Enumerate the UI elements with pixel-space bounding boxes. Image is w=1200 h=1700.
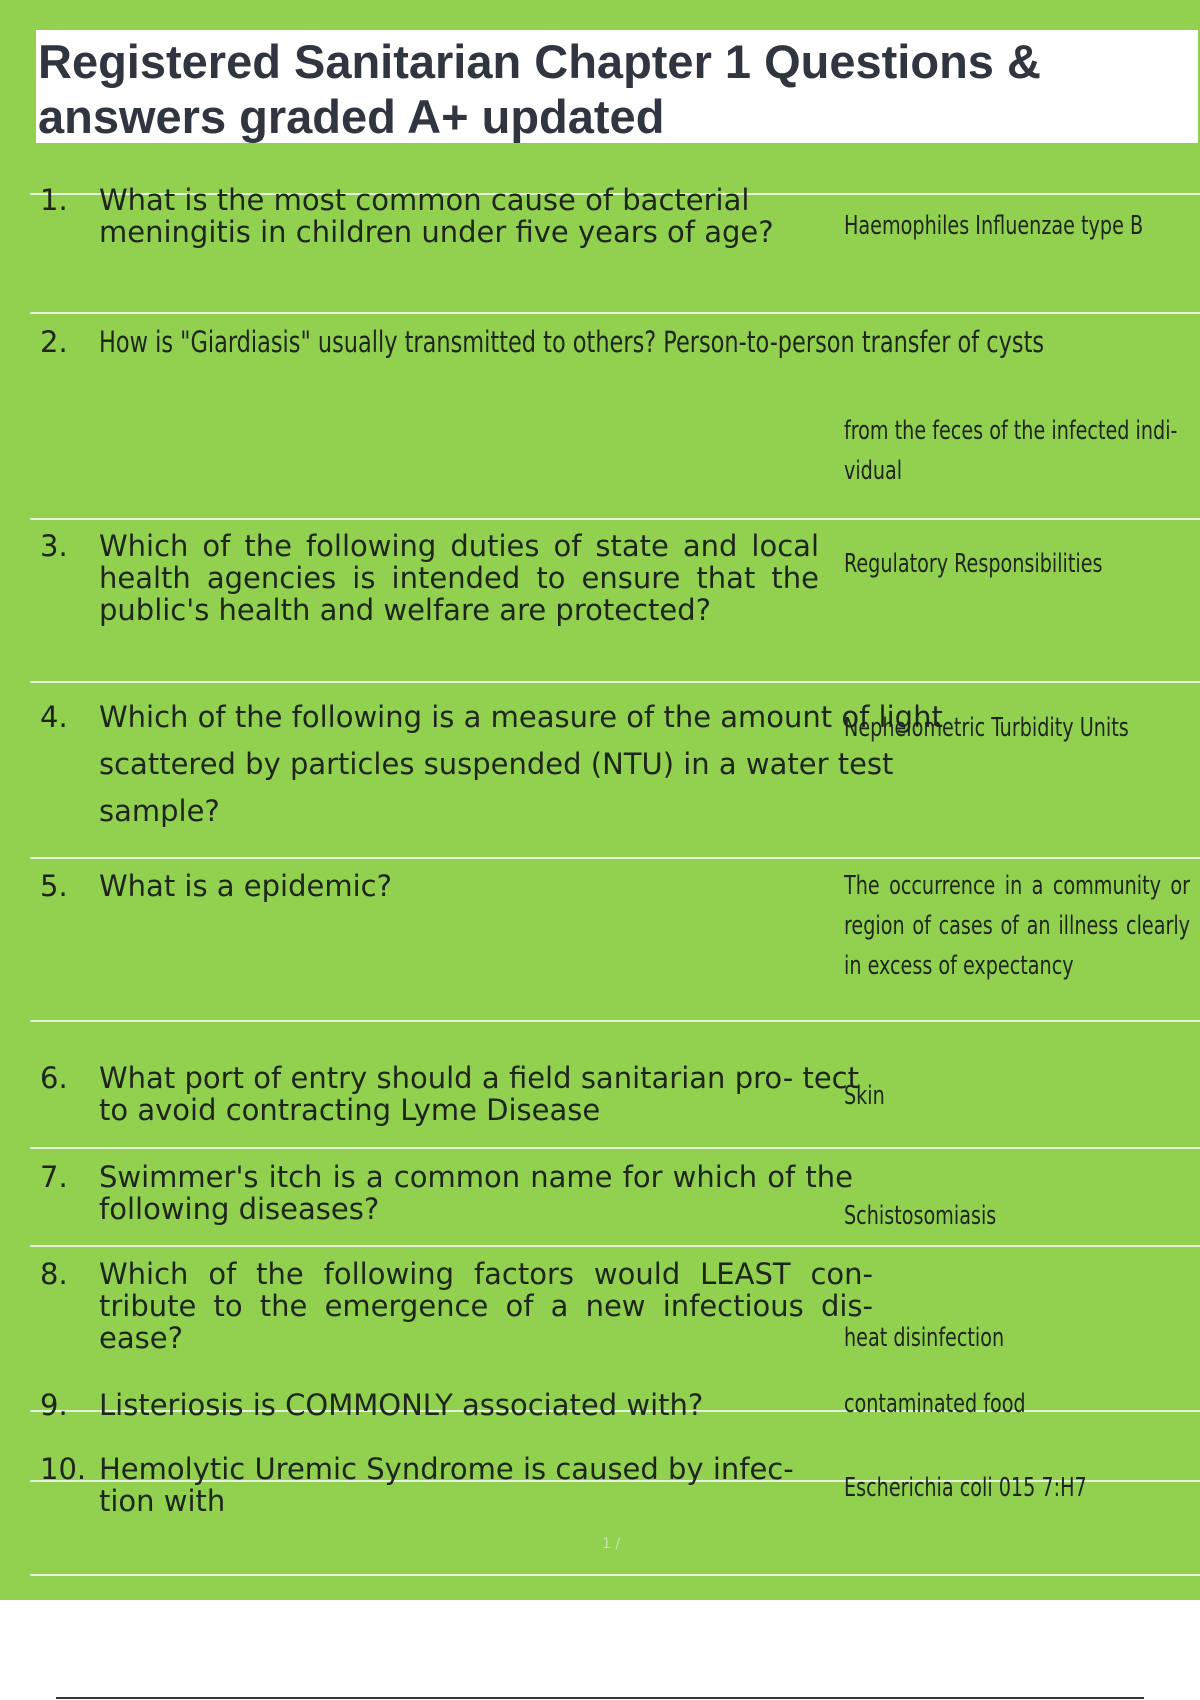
question-text: What is a epidemic? bbox=[99, 869, 392, 903]
divider bbox=[30, 1245, 1200, 1247]
question-text: Which of the following factors would LEAST con- tribute to the emergence of a new infectious dis- ease? bbox=[99, 1257, 873, 1355]
question-number: 6. bbox=[40, 1061, 68, 1095]
question-number: 3. bbox=[40, 529, 68, 563]
divider bbox=[30, 1020, 1200, 1022]
document-title: Registered Sanitarian Chapter 1 Questions & answers graded A+ updated bbox=[36, 30, 1198, 143]
question-number: 8. bbox=[40, 1257, 68, 1291]
page-number: 1 / bbox=[602, 1536, 621, 1552]
answer-text: heat disinfection bbox=[844, 1323, 1005, 1353]
question-number: 10. bbox=[40, 1452, 87, 1486]
question-text: Which of the following duties of state and local health agencies is intended to ensure that the public's health and welfare are protected? bbox=[99, 529, 819, 627]
divider bbox=[30, 681, 1200, 683]
question-text: How is "Giardiasis" usually transmitted to others? Person-to-person transfer of cysts bbox=[99, 325, 1045, 359]
answer-text: contaminated food bbox=[844, 1389, 1026, 1419]
question-number: 1. bbox=[40, 183, 68, 217]
answer-text: Skin bbox=[844, 1081, 885, 1111]
question-number: 2. bbox=[40, 325, 68, 359]
question-number: 5. bbox=[40, 869, 68, 903]
question-text: Hemolytic Uremic Syndrome is caused by infec- tion with bbox=[99, 1452, 794, 1518]
divider bbox=[30, 1574, 1200, 1576]
question-text: What port of entry should a field sanitarian pro- tect to avoid contracting Lyme Disease bbox=[99, 1061, 859, 1127]
question-number: 9. bbox=[40, 1388, 68, 1422]
answer-text: Haemophiles Influenzae type B bbox=[844, 211, 1144, 241]
divider bbox=[30, 518, 1200, 520]
question-text: Which of the following is a measure of the amount of light scattered by particles suspended (NTU) in a water test sample? bbox=[99, 700, 943, 828]
answer-text: from the feces of the infected indi- vidual bbox=[844, 416, 1178, 486]
question-number: 4. bbox=[40, 700, 68, 734]
question-text: Swimmer's itch is a common name for which of the following diseases? bbox=[99, 1160, 853, 1226]
answer-text: The occurrence in a community or region of cases of an illness clearly in excess of expectancy bbox=[844, 871, 1191, 981]
answer-text: Regulatory Responsibilities bbox=[844, 549, 1103, 579]
answer-text: Schistosomiasis bbox=[844, 1201, 997, 1231]
question-text: What is the most common cause of bacterial meningitis in children under five years of age? bbox=[99, 183, 774, 249]
divider bbox=[30, 1147, 1200, 1149]
divider bbox=[30, 312, 1200, 314]
question-text: Listeriosis is COMMONLY associated with? bbox=[99, 1388, 704, 1422]
divider bbox=[30, 857, 1200, 859]
question-number: 7. bbox=[40, 1160, 68, 1194]
footer-rule bbox=[56, 1697, 1144, 1699]
answer-text: Nephelometric Turbidity Units bbox=[844, 713, 1129, 743]
answer-text: Escherichia coli 015 7:H7 bbox=[844, 1473, 1087, 1503]
